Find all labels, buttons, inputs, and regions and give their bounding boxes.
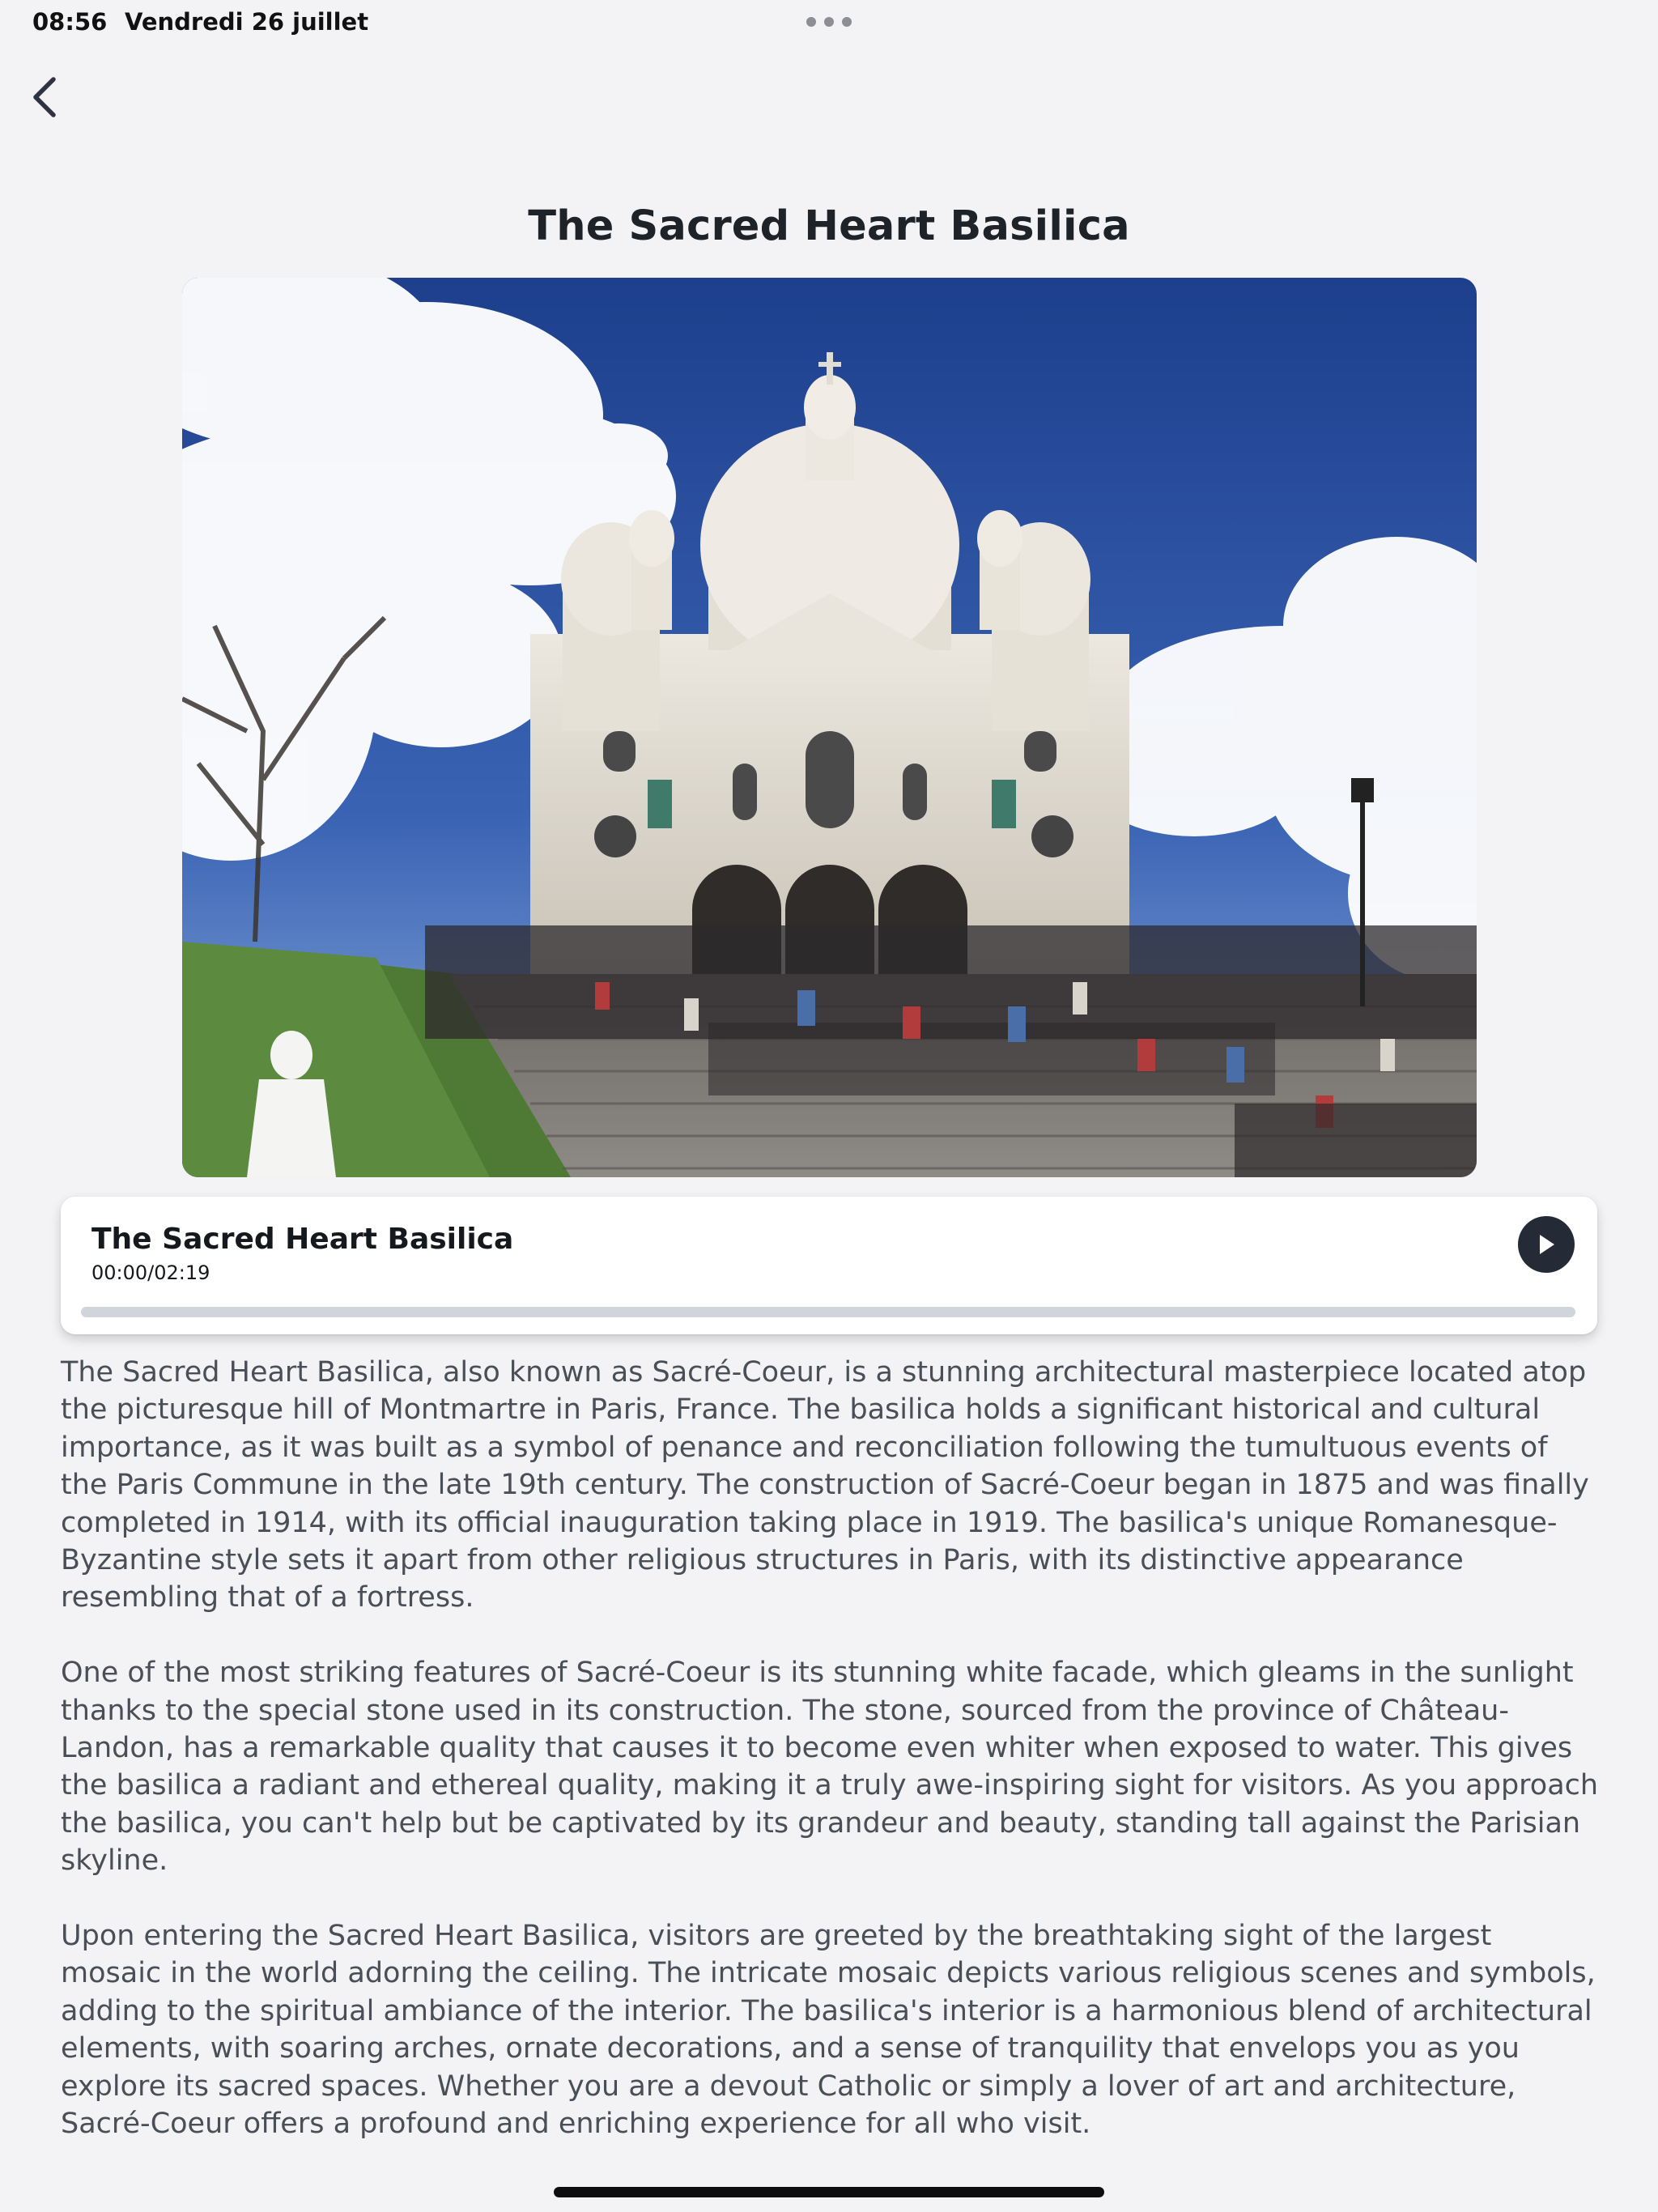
more-dots-icon[interactable] — [806, 16, 852, 28]
play-button[interactable] — [1518, 1216, 1575, 1273]
audio-progress-bar[interactable] — [81, 1307, 1575, 1317]
audio-title: The Sacred Heart Basilica — [91, 1223, 514, 1256]
dot — [842, 17, 852, 27]
home-indicator[interactable] — [554, 2187, 1104, 2197]
basilica-photo — [182, 278, 1477, 1177]
status-date: Vendredi 26 juillet — [125, 8, 369, 36]
description-paragraph: The Sacred Heart Basilica, also known as Sacré-Coeur, is a stunning architectural masterpiece located atop the picturesque hill of Montmartre in Paris, France. The basilica holds a significant historical and cultural importance, as it was built as a symbol of penance and reconciliation following the tumultuous events of the Paris Commune in the late 19th century. The construction of Sacré-Coeur began in 1875 and was finally completed in 1914, with its official inauguration taking place in 1919. The basilica's unique Romanesque-Byzantine style sets it apart from other religious structures in Paris, with its distinctive appearance resembling that of a fortress. — [61, 1356, 1589, 1614]
audio-player — [61, 1197, 1597, 1334]
description-paragraph: Upon entering the Sacred Heart Basilica, visitors are greeted by the breathtaking sight of the largest mosaic in the world adorning the ceiling. The intricate mosaic depicts various religious scenes and symbols, adding to the spiritual ambiance of the interior. The basilica's interior is a harmonious blend of architectural elements, with soaring arches, ornate decorations, and a sense of tranquility that envelops you as you explore its sacred spaces. Whether you are a devout Catholic or simply a lover of art and architecture, Sacré-Coeur offers a profound and enriching experience for all who visit. — [61, 1920, 1596, 2141]
play-icon — [1536, 1232, 1557, 1257]
description — [61, 1354, 1599, 2180]
audio-time: 00:00/02:19 — [91, 1261, 210, 1284]
status-bar — [0, 0, 1658, 45]
dot — [824, 17, 834, 27]
page-title: The Sacred Heart Basilica — [528, 202, 1130, 250]
back-button[interactable] — [24, 70, 65, 125]
description-paragraph: One of the most striking features of Sacré-Coeur is its stunning white facade, which gleams in the sunlight thanks to the special stone used in its construction. The stone, sourced from the province of Château-Landon, has a remarkable quality that causes it to become even whiter when exposed to water. This gives the basilica a radiant and ethereal quality, making it a truly awe-inspiring sight for visitors. As you approach the basilica, you can't help but be captivated by its grandeur and beauty, standing tall against the Parisian skyline. — [61, 1657, 1599, 1878]
dot — [806, 17, 816, 27]
chevron-left-icon — [31, 76, 58, 118]
status-time: 08:56 — [32, 8, 108, 36]
